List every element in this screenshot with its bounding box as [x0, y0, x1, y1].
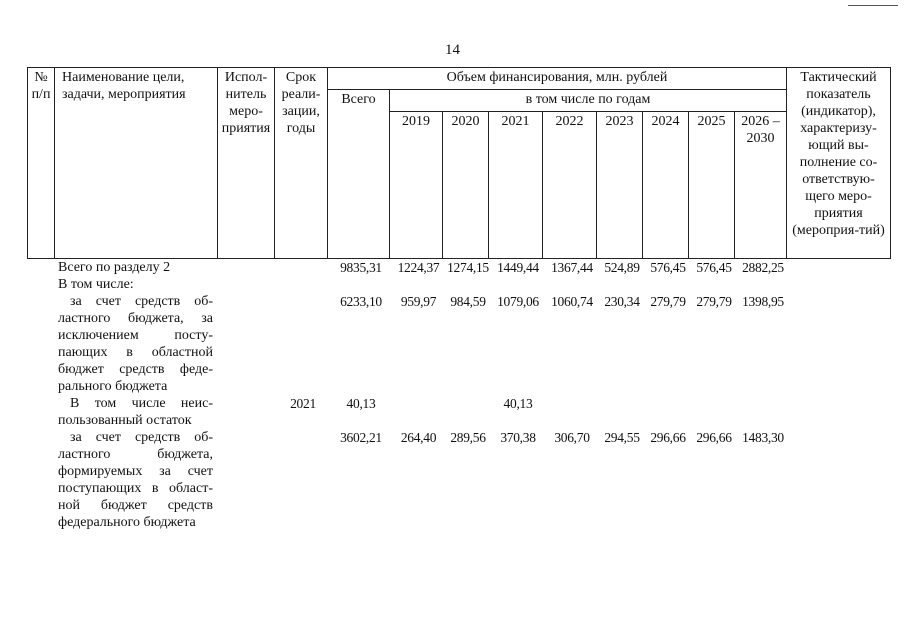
row-value: 289,56 [450, 430, 486, 445]
row-total: 6233,10 [340, 294, 382, 309]
row-value: 264,40 [400, 430, 437, 445]
row-name: В том числе неис-пользованный остаток [58, 396, 213, 428]
row-value: 1449,44 [497, 260, 539, 275]
row-total: 40,13 [346, 396, 376, 411]
row-value: 984,59 [450, 294, 486, 309]
row-value: 2882,25 [742, 260, 784, 275]
row-value: 40,13 [503, 396, 533, 411]
row-value: 1367,44 [551, 260, 593, 275]
header-year: 2025 [689, 112, 735, 259]
row-value: 306,70 [554, 430, 590, 445]
row-value: 524,89 [604, 260, 640, 275]
row-name: за счет средств об-ластного бюджета, формируемых за счет поступающих в област-ной бюджет средств федерального бюджета [58, 430, 213, 530]
table-row [27, 259, 893, 276]
header-by-years: в том числе по годам [390, 90, 787, 112]
row-term: 2021 [290, 396, 316, 411]
corner-rule [848, 5, 898, 6]
row-value: 296,66 [696, 430, 732, 445]
row-value: 230,34 [604, 294, 640, 309]
row-value: 1483,30 [742, 430, 784, 445]
row-value: 576,45 [696, 260, 732, 275]
table-row [27, 395, 893, 429]
header-name: Наименование цели, задачи, мероприятия [55, 68, 218, 259]
header-year: 2023 [597, 112, 643, 259]
header-year: 2026 – 2030 [735, 112, 787, 259]
header-term: Срок реали-зации, годы [275, 68, 328, 259]
row-value: 1398,95 [742, 294, 784, 309]
header-executor: Испол-нитель меро-приятия [218, 68, 275, 259]
row-value: 294,55 [604, 430, 640, 445]
page-number: 14 [445, 42, 460, 58]
row-value: 959,97 [400, 294, 437, 309]
table-body [27, 259, 893, 531]
header-year: 2019 [390, 112, 443, 259]
row-total: 9835,31 [340, 260, 382, 275]
row-value: 279,79 [696, 294, 732, 309]
table-row [27, 293, 893, 395]
header-total: Всего [328, 90, 390, 259]
table-row [27, 429, 893, 531]
header-number: № п/п [28, 68, 55, 259]
header-year: 2021 [489, 112, 543, 259]
header-indicator: Тактический показатель (индикатор), характеризу-ющий вы-полнение со-ответствую-щего меро-приятия (мероприя-тий) [787, 68, 891, 259]
header-funding: Объем финансирования, млн. рублей [328, 68, 787, 90]
header-year: 2022 [543, 112, 597, 259]
table-row [27, 276, 893, 293]
row-value: 1224,37 [397, 260, 440, 275]
header-year: 2020 [443, 112, 489, 259]
row-value: 576,45 [650, 260, 686, 275]
row-name: В том числе: [58, 277, 134, 292]
header-year: 2024 [643, 112, 689, 259]
row-value: 1079,06 [497, 294, 539, 309]
row-name: за счет средств об-ластного бюджета, за исключением посту-пающих в областной бюджет средств феде-рального бюджета [58, 294, 213, 394]
row-value: 296,66 [650, 430, 686, 445]
row-name: Всего по разделу 2 [58, 260, 171, 275]
row-value: 1274,15 [447, 260, 489, 275]
row-value: 1060,74 [551, 294, 593, 309]
row-value: 370,38 [500, 430, 536, 445]
row-total: 3602,21 [340, 430, 382, 445]
table-header [27, 67, 891, 259]
row-value: 279,79 [650, 294, 686, 309]
